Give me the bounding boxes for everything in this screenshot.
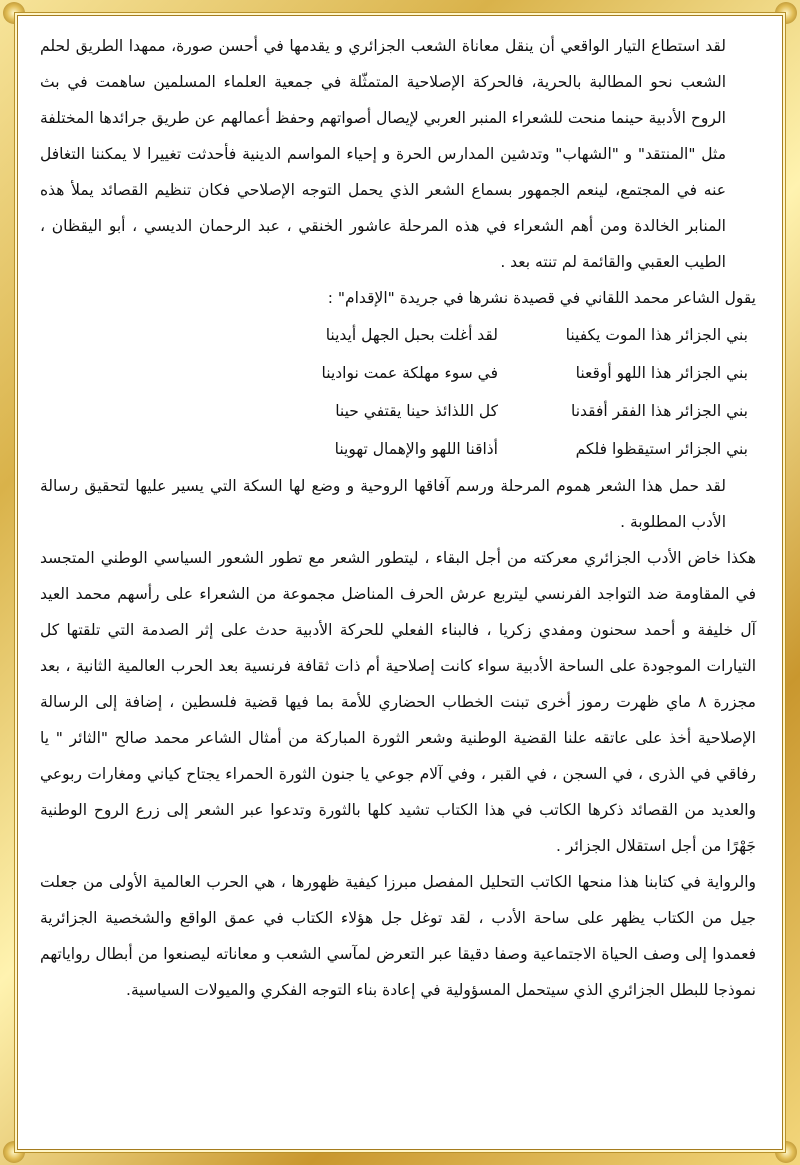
verse-first-hemistich: بني الجزائر هذا الفقر أفقدنا bbox=[571, 402, 748, 420]
paragraph-poem-intro: يقول الشاعر محمد اللقاني في قصيدة نشرها في جريدة "الإقدام" : bbox=[327, 289, 756, 307]
paragraph-novel: والرواية في كتابنا هذا منحها الكاتب التحليل المفصل مبرزا كيفية ظهورها ، هي الحرب العالمية الأولى من جعلت جيل من الكتاب يظهر على ساحة الأدب ، لقد توغل جل هؤلاء الكتاب في عمق الواقع والشخصية الجزائرية فعمدوا إلى وصف الحياة الاجتماعية وصفا دقيقا عبر التعرض لمآسي الشعب و معاناته ليصنعوا من أبطال رواياتهم نموذجا للبطل الجزائري الذي سيتحمل المسؤولية في إعادة بناء التوجه الفكري والميولات السياسية. bbox=[40, 873, 756, 999]
poem-verse bbox=[40, 392, 756, 430]
paragraph-poetry-role: لقد حمل هذا الشعر هموم المرحلة ورسم آفاقها الروحية و وضع لها السكة التي يسير عليها لتحقيق رسالة الأدب المطلوبة . bbox=[40, 477, 726, 531]
paragraph-realism: لقد استطاع التيار الواقعي أن ينقل معاناة الشعب الجزائري و يقدمها في أحسن صورة، ممهدا الطريق لحلم الشعب نحو المطالبة بالحرية، فالحركة الإصلاحية المتمثّلة في جمعية العلماء المسلمين ساهمت في بث الروح الأدبية حينما منحت للشعراء المنبر العربي لإيصال أصواتهم وحفظ أعمالهم عن طريق جرائدها المختلفة مثل "المنتقد" و "الشهاب" وتدشين المدارس الحرة و إحياء المواسم الدينية فأحدثت تغييرا لا يمكننا التغافل عنه في المجتمع، لينعم الجمهور بسماع الشعر الذي يحمل التوجه الإصلاحي فكان تنظيم القصائد يملأ هذه المنابر الخالدة ومن أهم الشعراء في هذه المرحلة عاشور الخنقي ، عبد الرحمان الديسي ، أبو اليقظان ، الطيب العقبي والقائمة لم تنته بعد . bbox=[40, 37, 726, 271]
paragraph-revolution: هكذا خاض الأدب الجزائري معركته من أجل البقاء ، ليتطور الشعر مع تطور الشعور السياسي الوطني المتجسد في المقاومة ضد التواجد الفرنسي ليتربع عرش الحرف المناضل مجموعة من الشعراء على رأسهم محمد العيد آل خليفة و أحمد سحنون ومفدي زكريا ، فالبناء الفعلي للحركة الأدبية حدث على إثر الصدمة التي تلقتها كل التيارات الموجودة على الساحة الأدبية سواء كانت إصلاحية أم ذات ثقافة فرنسية بعد الحرب العالمية الثانية ، بعد مجزرة ٨ ماي ظهرت رموز أخرى تبنت الخطاب الحضاري للأمة بما فيها قضية فلسطين ، إضافة إلى الرسالة الإصلاحية أخذ على عاتقه علنا القضية الوطنية وشعر الثورة المباركة من أمثال الشاعر محمد صالح "الثائر " يا رفاقي في الذرى ، في السجن ، في القبر ، وفي آلام جوعي يا جنون الثورة الحمراء يجتاح كياني ومغارات ربوعي والعديد من القصائد ذكرها الكاتب في هذا الكتاب تشيد كلها بالثورة وتدعوا عبر الشعر إلى زرع الروح الوطنية جَهْرًا من أجل استقلال الجزائر . bbox=[40, 549, 756, 855]
poem-verse bbox=[40, 316, 756, 354]
verse-second-hemistich: في سوء مهلكة عمت نوادينا bbox=[321, 364, 498, 382]
verse-second-hemistich: لقد أغلت بحبل الجهل أيدينا bbox=[325, 326, 498, 344]
verse-second-hemistich: كل اللذائذ حينا يقتفي حينا bbox=[335, 402, 498, 420]
verse-first-hemistich: بني الجزائر هذا اللهو أوقعنا bbox=[575, 364, 748, 382]
verse-first-hemistich: بني الجزائر هذا الموت يكفينا bbox=[565, 326, 748, 344]
verse-second-hemistich: أذاقنا اللهو والإهمال تهوينا bbox=[334, 440, 498, 458]
poem-verse bbox=[40, 430, 756, 468]
poem bbox=[40, 316, 756, 468]
verse-first-hemistich: بني الجزائر استيقظوا فلكم bbox=[575, 440, 748, 458]
poem-verse bbox=[40, 354, 756, 392]
article-body bbox=[40, 28, 756, 1135]
